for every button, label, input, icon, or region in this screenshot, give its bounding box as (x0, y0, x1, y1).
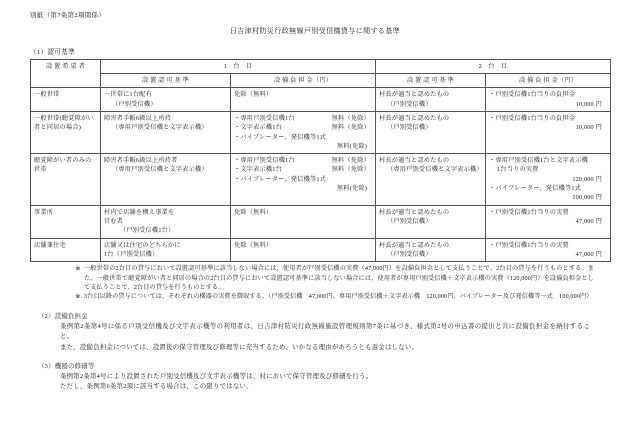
criteria-sub: （専用戸別受信機と文字表示機） (112, 124, 208, 132)
fee-item (234, 165, 372, 174)
cell-person: 事業所 (31, 205, 101, 238)
section-3-heading: （3）機器の修繕等 (38, 362, 95, 370)
header-person: 設 置 希 望 者 (31, 59, 101, 88)
fee-item (234, 156, 372, 165)
cell-criteria-2 (376, 154, 486, 205)
section-2-heading: （2）設備負担金 (38, 312, 88, 320)
fee-label: ・戸別受信機1台当りの実費 (489, 241, 569, 249)
fee-item-label: ・専用戸別受信機1台 (234, 157, 295, 165)
header-fee-2: 設 備 負 担 金（円） (486, 74, 611, 88)
fee-item-label: ・文字表示機1台 (234, 166, 283, 174)
note-marker: ※ (75, 294, 81, 301)
header-fee-1: 設 備 負 担 金（円） (231, 74, 376, 88)
criteria-main: 障害者手帳6級以上所持者 (104, 157, 178, 165)
criteria-sub: （専用戸別受信機と文字表示機） (112, 166, 208, 174)
fee-amount: 120,000 円 (572, 175, 602, 183)
fee-item-label: ・文字表示機1台 (234, 124, 283, 132)
cell-criteria-1 (101, 111, 231, 153)
note-text: 3台目以降の貸与については、それぞれの機器の実費を徴収する。（戸別受信機 47,000円、専用戸別受信機＋文字表示機 120,000円、バイブレーター及び発信機等一式 100,000円） (84, 294, 593, 301)
cell-criteria-2 (376, 205, 486, 238)
table-row (31, 238, 611, 262)
cell-person: 一般世帯 (31, 88, 101, 112)
note-item (30, 293, 610, 302)
fee-item-label: ・バイブレーター、発信機等1式 (489, 185, 582, 193)
fee-label: ・戸別受信機1台当りの負担金 (489, 114, 576, 122)
document-reference: 別紙（第7条第2項関係） (30, 12, 106, 19)
fee-item-label: ・専用戸別受信機1台 (234, 114, 295, 122)
cell-fee-1 (231, 111, 376, 153)
fee-amount: 47,000 円 (575, 217, 602, 225)
fee-label: ・戸別受信機1台当りの負担金 (489, 91, 576, 99)
criteria-table (30, 59, 611, 262)
cell-fee-2 (486, 88, 611, 112)
fee-item-label: ・バイブレーター、発信機等1式 (234, 133, 327, 141)
criteria-sub: （戸別受信機） (387, 217, 432, 225)
table-header-sub-row (31, 74, 611, 88)
fee-item-value: 無料（免除） (331, 114, 370, 122)
fee-amount: 47,000 円 (575, 250, 602, 258)
section-2-paragraph-2: また、設備負担金については、設置後の保守管理及び修理等に充当するため、いかなる理由があろうとも返金はしない。 (60, 343, 419, 351)
table-row (31, 205, 611, 238)
criteria-main: 村長が適当と認めたもの (379, 157, 450, 165)
criteria-main: 村内で店舗を構え事業を (104, 208, 175, 216)
criteria-line-2: 1台（戸別受信機） (104, 250, 159, 258)
table-header-group-row (31, 59, 611, 73)
cell-criteria-2 (376, 111, 486, 153)
criteria-main: 村長が適当と認めたもの (379, 241, 450, 249)
cell-criteria-1 (101, 238, 231, 262)
cell-criteria-1 (101, 205, 231, 238)
criteria-sub: （戸別受信機） (112, 100, 157, 108)
cell-fee-1 (231, 154, 376, 205)
header-criteria-1: 設 置 認 可 基 準 (101, 74, 231, 88)
note-marker: ※ (75, 266, 81, 273)
section-2 (30, 312, 610, 353)
criteria-sub: （戸別受信機） (387, 100, 432, 108)
cell-fee-2 (486, 205, 611, 238)
cell-person: 店舗兼住宅 (31, 238, 101, 262)
cell-fee-1 (231, 88, 376, 112)
section-3-paragraph-1: 条例第2条第4号により設置された戸別受信機及び文字表示機等は、村において保守管理及び修繕を行う。 (60, 373, 373, 381)
fee-item-label: ・専用戸別受信機1台と文字表示機 (489, 157, 589, 165)
fee-item-value: 無料(免除) (336, 185, 367, 193)
criteria-main: 一世帯に1台配有 (104, 91, 153, 99)
fee-value: 免除（無料） (234, 91, 273, 99)
fee-value: 免除（無料） (234, 208, 273, 216)
header-criteria-2: 設 置 認 可 基 準 (376, 74, 486, 88)
cell-criteria-1 (101, 88, 231, 112)
cell-fee-2 (486, 238, 611, 262)
fee-label: ・戸別受信機1台当りの実費 (489, 208, 569, 216)
page-title: 日吉津村防災行政無線戸別受信機貸与に関する基準 (229, 26, 401, 35)
fee-item-label-2: 1台当りの実費 (497, 166, 539, 174)
table-row (31, 154, 611, 205)
fee-amount: 10,000 円 (575, 100, 602, 108)
table-row (31, 111, 611, 153)
criteria-sub: （戸別受信機1台） (120, 227, 175, 235)
cell-criteria-2 (376, 238, 486, 262)
cell-fee-2 (486, 111, 611, 153)
cell-person: 一般世帯(聴覚障がい者と同居の場合) (31, 111, 101, 153)
cell-fee-1 (231, 205, 376, 238)
section-1-heading: （1）認可基準 (30, 48, 75, 56)
criteria-sub: （専用戸別受信機と文字表示機） (387, 166, 483, 174)
section-2-paragraph-1: 条例第2条第4号に係る戸別受信機及び文字表示機等の利用者は、日吉津村防災行政無線施設管理規則第7条に基づき、様式第2号の申込書の提出と共に設備負担金を納付すること。 (60, 323, 590, 341)
criteria-main: 店舗又は住宅のどちらかに (104, 241, 181, 249)
fee-value: 免除（無料） (234, 241, 273, 249)
criteria-main: 障害者手帳6級以上所持 (104, 114, 172, 122)
cell-criteria-2 (376, 88, 486, 112)
fee-item (234, 175, 372, 184)
section-3 (30, 362, 610, 393)
cell-fee-1 (231, 238, 376, 262)
table-row (31, 88, 611, 112)
fee-item (234, 123, 372, 132)
note-text: 一般世帯の2台目の貸与において設置認可基準に該当しない場合には、使用者が戸別受信機の実費（47,000円）を設備負担金として支払うことで、2台目の貸与を行うものとする。また、一般世帯で聴覚障がい者と同居の場合の2台目の貸与において設置認可基準に該当しない場合には、使用者が専用戸別受信機＋文字表示機の実費（120,000円）を設備負担金として支払うことで、2台目の貸与を行うものとする。 (84, 266, 594, 292)
criteria-sub: （戸別受信機） (387, 250, 432, 258)
header-group-2: 2 台 目 (376, 59, 611, 73)
section-3-paragraph-2: ただし、条例第6条第2項に該当する場合は、この限りではない。 (60, 383, 253, 391)
cell-person: 聴覚障がい者のみの世帯 (31, 154, 101, 205)
fee-amount: 100,000 円 (572, 194, 602, 202)
criteria-sub: （戸別受信機） (387, 124, 432, 132)
header-group-1: 1 台 目 (101, 59, 376, 73)
fee-item (234, 133, 372, 142)
table-notes (30, 265, 610, 303)
cell-fee-2 (486, 154, 611, 205)
cell-criteria-1 (101, 154, 231, 205)
fee-item-value: 無料(免除) (336, 142, 367, 150)
fee-amount: 10,000 円 (575, 124, 602, 132)
note-item (30, 265, 610, 293)
fee-item-value: 無料（免除） (331, 124, 370, 132)
criteria-main: 村長が適当と認めたもの (379, 91, 450, 99)
criteria-main: 村長が適当と認めたもの (379, 208, 450, 216)
criteria-main: 村長が適当と認めたもの (379, 114, 450, 122)
fee-item (234, 114, 372, 123)
fee-item-value: 無料（免除） (331, 157, 370, 165)
fee-item-value: 無料（免除） (331, 166, 370, 174)
criteria-line-2: 営む者 (104, 217, 124, 225)
fee-item-label: ・バイブレーター、発信機等1式 (234, 175, 327, 183)
